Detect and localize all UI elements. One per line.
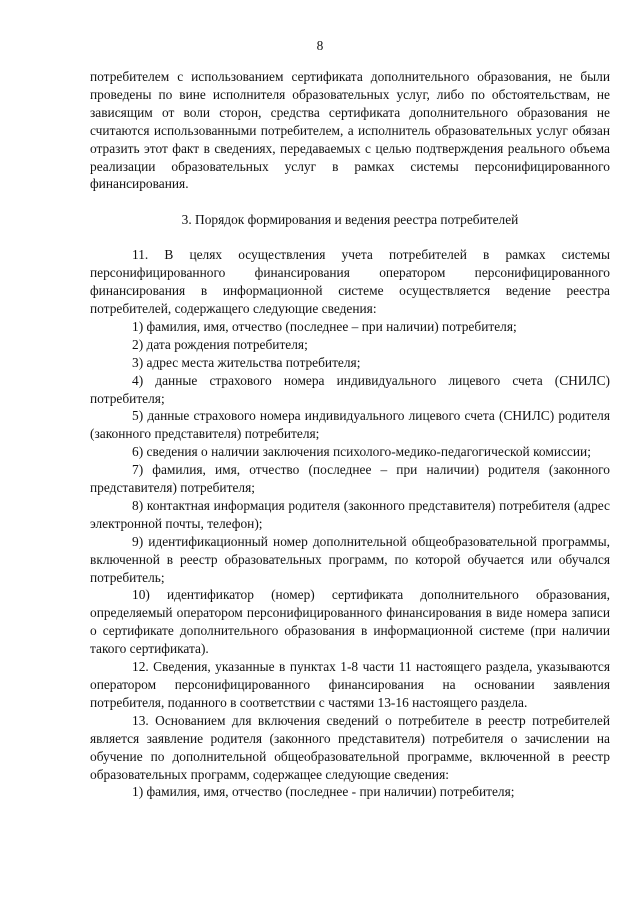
paragraph-continuation: потребителем с использованием сертификата дополнительного образования, не были проведены по вине исполнителя образовательных услуг, либо по обстоятельствам, не зависящим от воли сторон, средства сертификата дополнительного образования не считаются использованными потребителем, а исполнитель образовательных услуг обязан отразить этот факт в сведениях, передаваемых с целью подтверждения реального объема реализации образовательных услуг в рамках системы персонифицированного финансирования.: [90, 69, 610, 192]
paragraph-clause-11: 11. В целях осуществления учета потребителей в рамках системы персонифицированного финансирования оператором персонифицированного финансирования в информационной системе осуществляется ведение реестра потребителей, содержащего следующие сведения:: [90, 247, 610, 316]
paragraph-clause-13: 13. Основанием для включения сведений о потребителе в реестр потребителей является заявление родителя (законного представителя) потребителя о зачислении на обучение по дополнительной общеобразовательной программе, включенной в реестр образовательных программ, содержащее следующие сведения:: [90, 712, 610, 782]
list-item-1: 1) фамилия, имя, отчество (последнее – при наличии) потребителя;: [132, 318, 517, 334]
list-item-7: 7) фамилия, имя, отчество (последнее – при наличии) родителя (законного представителя) потребителя;: [90, 462, 610, 496]
list-item-8: 8) контактная информация родителя (законного представителя) потребителя (адрес электронной почты, телефон);: [90, 497, 610, 531]
section-heading: 3. Порядок формирования и ведения реестра потребителей: [181, 212, 519, 228]
list-item-4: 4) данные страхового номера индивидуального лицевого счета (СНИЛС) потребителя;: [90, 372, 610, 406]
paragraph-clause-12: 12. Сведения, указанные в пунктах 1-8 части 11 настоящего раздела, указываются оператором персонифицированного финансирования на основании заявления потребителя, поданного в соответствии с частями 13-16 настоящего раздела.: [90, 659, 610, 710]
document-body: [90, 68, 610, 801]
list-item-13-1: 1) фамилия, имя, отчество (последнее - при наличии) потребителя;: [132, 784, 515, 800]
page-number: 8: [316, 38, 324, 53]
list-item-2: 2) дата рождения потребителя;: [132, 336, 308, 352]
list-item-6: 6) сведения о наличии заключения психолого-медико-педагогической комиссии;: [132, 444, 591, 460]
list-item-5: 5) данные страхового номера индивидуального лицевого счета (СНИЛС) родителя (законного представителя) потребителя;: [90, 408, 610, 442]
list-item-3: 3) адрес места жительства потребителя;: [132, 354, 361, 370]
list-item-10: 10) идентификатор (номер) сертификата дополнительного образования, определяемый оператором персонифицированного финансирования в виде номера записи о сертификате дополнительного образования в информационной системе (при наличии такого сертификата).: [90, 587, 610, 657]
list-item-9: 9) идентификационный номер дополнительной общеобразовательной программы, включенной в реестр образовательных программ, по которой обучается или обучался потребитель;: [90, 533, 610, 585]
